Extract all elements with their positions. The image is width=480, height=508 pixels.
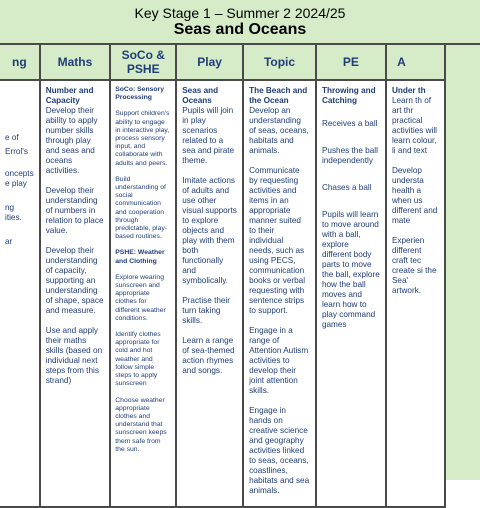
planner-header: [0, 0, 480, 45]
maths-text: Develop their ability to apply number skills through play and seas and oceans activities.: [45, 106, 98, 175]
column-header-art: A: [386, 44, 445, 80]
play-text: Imitate actions of adults and use other visual supports to explore objects and play with them both functionally and symbolically.: [182, 176, 237, 285]
maths-text: Use and apply their maths skills (based on individual next steps from this strand): [45, 326, 103, 385]
art-cell: [386, 80, 445, 507]
pe-text: Pushes the ball independently: [321, 146, 378, 165]
page-title: Key Stage 1 – Summer 2 2024/25: [134, 5, 346, 21]
soco-text: Build understanding of social communication and cooperation through predictable, play-based routines.: [115, 175, 168, 241]
art-text: Experien different craft tec create si the Sea' artwork.: [391, 236, 437, 295]
soco-subheading: SoCo: Sensory Processing: [115, 86, 164, 102]
column-header-literacy: ng: [0, 44, 40, 80]
table-header-row: [0, 44, 445, 80]
curriculum-table: [0, 43, 446, 508]
art-text: Develop understa health a when us different and mate: [391, 166, 438, 225]
topic-text: Engage in a range of Attention Autism activities to develop their joint attention skills.: [249, 326, 309, 395]
literacy-line: ar: [5, 237, 13, 246]
literacy-line: oncepts: [5, 169, 34, 178]
art-title: Under th: [391, 86, 426, 95]
table-content-row: [0, 80, 445, 507]
play-text: Practise their turn taking skills.: [182, 296, 230, 325]
maths-text: Develop their understanding of numbers in relation to place value.: [45, 186, 104, 235]
literacy-cell: [0, 80, 40, 507]
play-text: Learn a range of sea-themed action rhymes and songs.: [182, 336, 235, 375]
column-header-topic: Topic: [243, 44, 316, 80]
column-header-play: Play: [176, 44, 243, 80]
art-text: Learn th of art thr practical activities will learn colour, li and text: [391, 96, 437, 155]
page-subtitle: Seas and Oceans: [173, 21, 307, 38]
column-header-pe: PE: [316, 44, 386, 80]
pshe-subheading: PSHE: Weather and Clothing: [115, 249, 165, 265]
play-text: Pupils will join in play scenarios related to a sea and pirate theme.: [182, 106, 235, 165]
topic-cell: [243, 80, 316, 507]
literacy-line: e of: [5, 133, 19, 142]
literacy-line: ng: [5, 203, 15, 212]
pe-text: Chases a ball: [321, 183, 372, 192]
soco-pshe-cell: [110, 80, 176, 507]
literacy-line: Errol's: [5, 147, 28, 156]
pshe-text: Choose weather appropriate clothes and understand that sunscreen keeps them safe from the sun.: [115, 396, 167, 453]
topic-text: Communicate by requesting activities and items in an appropriate manner suited to their individual needs, such as using PECS, communication books or verbal requesting with sentence strips to support.: [249, 166, 306, 315]
pe-cell: [316, 80, 386, 507]
play-cell: [176, 80, 243, 507]
soco-text: Support children's ability to engage in interactive play, process sensory input, and collaborate with adults and peers.: [115, 110, 170, 167]
topic-text: Develop an understanding of seas, oceans, habitats and animals.: [249, 106, 309, 155]
topic-text: Engage in hands on creative science and geography activities linked to seas, oceans, coastlines, habitats and sea animals.: [249, 406, 310, 495]
literacy-line: e play: [5, 179, 27, 188]
topic-title: The Beach and the Ocean: [249, 86, 308, 105]
play-title: Seas and Oceans: [182, 86, 219, 105]
pe-text: Receives a ball: [321, 119, 378, 128]
pe-title: Throwing and Catching: [321, 86, 376, 105]
column-header-soco-pshe: SoCo & PSHE: [110, 44, 176, 80]
maths-cell: [40, 80, 111, 507]
pe-text: Pupils will learn to move around with a ball, explore different body parts to move the ball, explore how the ball moves and learn how to play command games: [321, 210, 380, 329]
literacy-line: ities.: [5, 213, 22, 222]
pshe-text: Identify clothes appropriate for cold and hot weather and follow simple steps to apply sunscreen: [115, 331, 161, 388]
pshe-text: Explore wearing sunscreen and appropriate clothes for different weather conditions.: [115, 273, 166, 322]
maths-text: Develop their understanding of capacity, supporting an understanding of shape, space and measure.: [45, 246, 104, 315]
maths-title: Number and Capacity: [45, 86, 94, 105]
column-header-maths: Maths: [40, 44, 111, 80]
